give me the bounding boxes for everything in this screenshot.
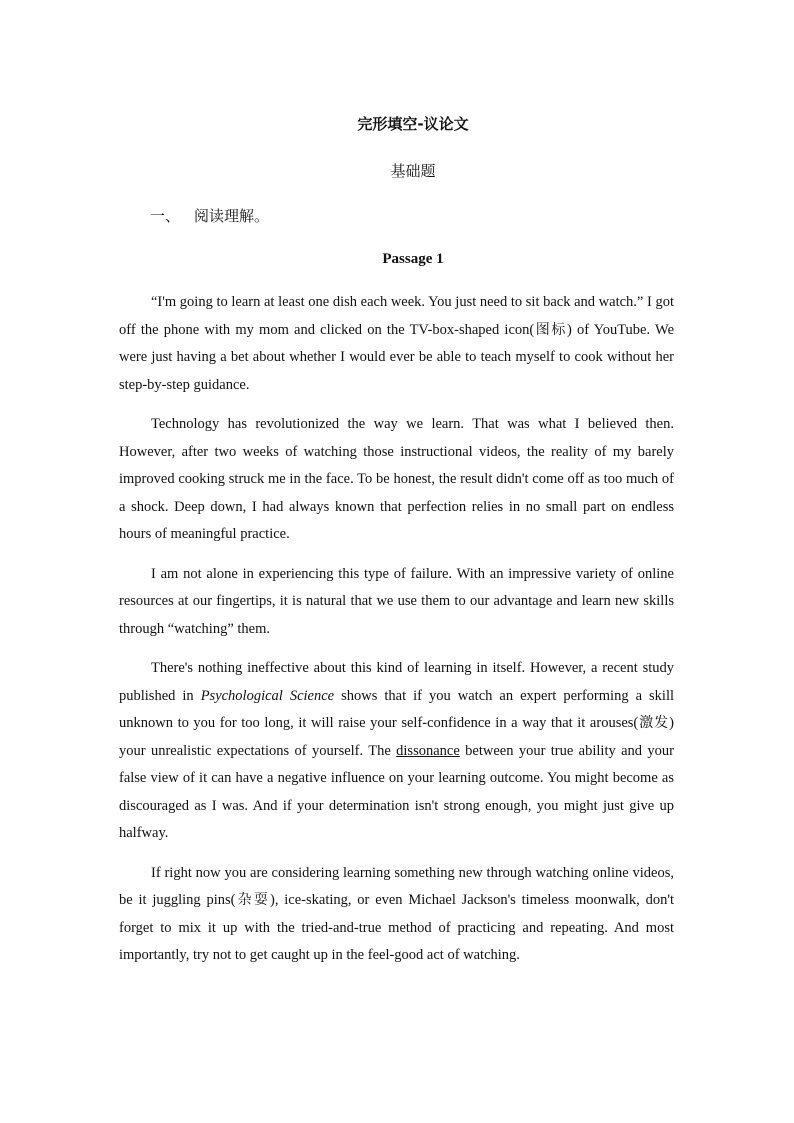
section-label: 阅读理解。 [194,207,270,225]
passage-paragraph [119,411,674,549]
chinese-gloss: 图标 [534,321,567,338]
passage-paragraph [119,289,674,399]
page-subtitle: 基础题 [390,162,436,180]
passage-paragraph [119,561,674,644]
journal-title: Psychological Science [200,687,335,704]
passage-paragraph [119,860,674,970]
underlined-word: dissonance [396,742,460,759]
section-heading [150,205,269,226]
chinese-gloss: 杂耍 [235,892,271,908]
paragraph-text: I am not alone in experiencing this type of failure. With an impressive variety of online resources at our fingertips, it is natural that we use them to our advantage and learn new skills through “watching” them. [119,565,674,637]
paragraph-text: ) your unrealistic expectations of yourself. The [119,715,674,759]
passage-paragraph [119,655,674,848]
chinese-gloss: 激发 [638,715,670,731]
paragraph-text: “I'm going to learn at least one dish each week. You just need to sit back and watch.” I got off the phone with my mom and clicked on the TV-box-shaped icon( [119,294,674,338]
passage-body [119,289,674,982]
paragraph-text: shows that if you watch an expert performing a skill unknown to you for too long, it will raise your self-confidence in a way that it arouses( [119,687,674,731]
paragraph-text: between your true ability and your false view of it can have a negative influence on your learning outcome. You might become as discouraged as I was. And if your determination isn't strong enough, you might just give up halfway. [119,742,674,841]
paragraph-text: There's nothing ineffective about this kind of learning in itself. However, a recent study published in [119,660,674,704]
page-title: 完形填空-议论文 [357,115,469,133]
paragraph-text: ), ice-skating, or even Michael Jackson's timeless moonwalk, don't forget to mix it up with the tried-and-true method of practicing and repeating. And most importantly, try not to get caught up in the feel-good act of watching. [119,892,674,963]
paragraph-text: If right now you are considering learning something new through watching online videos, be it juggling pins( [119,864,674,908]
paragraph-text: ) of YouTube. We were just having a bet about whether I would ever be able to teach myself to cook without her step-by-step guidance. [119,321,675,393]
section-number: 一、 [150,207,181,225]
paragraph-text: Technology has revolutionized the way we learn. That was what I believed then. However, after two weeks of watching those instructional videos, the reality of my barely improved cooking struck me in the face. To be honest, the result didn't come off as too much of a shock. Deep down, I had always known that perfection relies in no small part on endless hours of meaningful practice. [119,416,674,542]
passage-title: Passage 1 [382,251,444,267]
